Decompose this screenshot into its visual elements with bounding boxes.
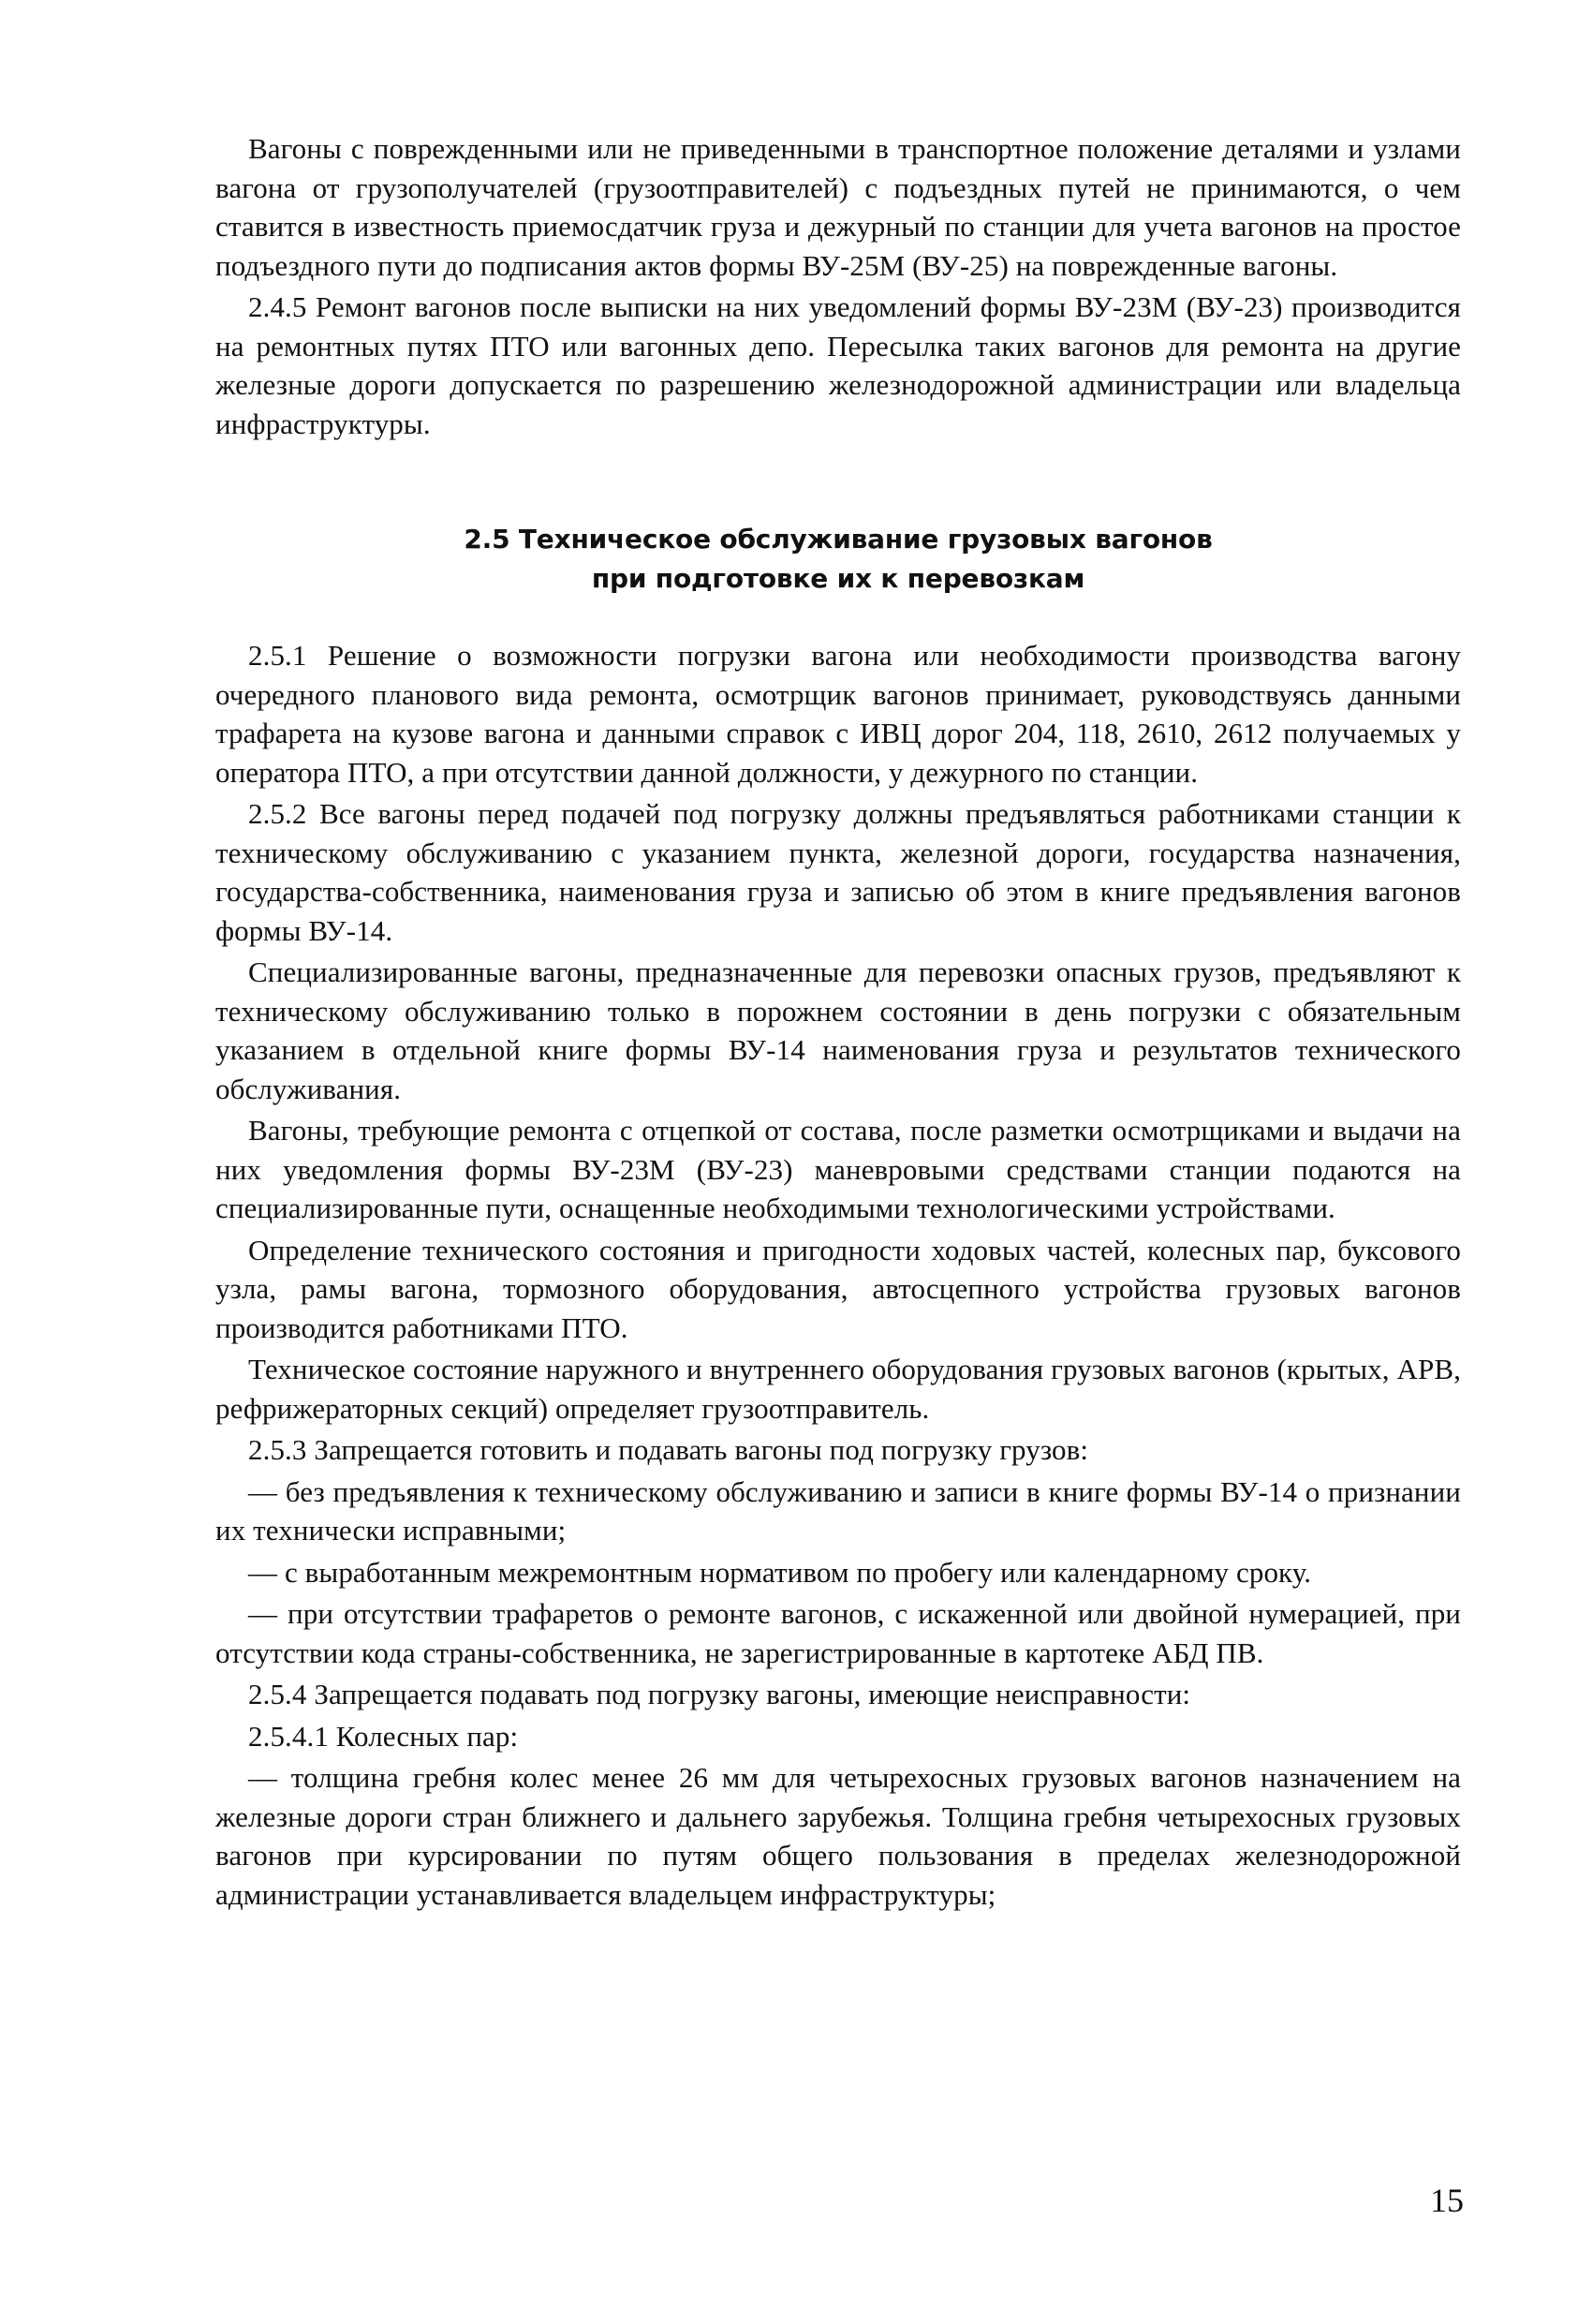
- paragraph-2-4-5: 2.4.5 Ремонт вагонов после выписки на них уведомлений формы ВУ-23М (ВУ-23) производится на ремонтных путях ПТО или вагонных депо. Пересылка таких вагонов для ремонта на другие железные дороги допускается по разрешению железнодорожной администрации или владельца инфраструктуры.: [215, 290, 1461, 440]
- list-item-flange-thickness: — толщина гребня колес менее 26 мм для четырехосных грузовых вагонов назначением на железные дороги стран ближнего и дальнего зарубежья. Толщина гребня четырехосных грузовых вагонов при курсировании по путям общего пользования в пределах железнодорожной администрации устанавливается владельцем инфраструктуры;: [215, 1761, 1461, 1911]
- list-item-no-stencils: — при отсутствии трафаретов о ремонте вагонов, с искаженной или двойной нумерацией, при отсутствии кода страны-собственника, не зарегистрированные в картотеке АБД ПВ.: [215, 1597, 1461, 1669]
- paragraph-specialized-wagons: Специализированные вагоны, предназначенные для перевозки опасных грузов, предъявляют к техническому обслуживанию только в порожнем состоянии в день погрузки с обязательным указанием в отдельной книге формы ВУ-14 наименования груза и результатов технического обслуживания.: [215, 955, 1461, 1105]
- paragraph-2-5-2: 2.5.2 Все вагоны перед подачей под погрузку должны предъявляться работниками станции к техническому обслуживанию с указанием пункта, железной дороги, государства назначения, государства-собственника, наименования груза и записью об этом в книге предъявления вагонов формы ВУ-14.: [215, 797, 1461, 947]
- paragraph-2-5-4-1: 2.5.4.1 Колесных пар:: [248, 1719, 519, 1753]
- paragraph-damaged-wagons: Вагоны с поврежденными или не приведенными в транспортное положение деталями и узлами вагона от грузополучателей (грузоотправителей) с подъездных путей не принимаются, о чем ставится в известность приемосдатчик груза и дежурный по станции для учета вагонов на простое подъездного пути до подписания актов формы ВУ-25М (ВУ-25) на поврежденные вагоны.: [215, 132, 1461, 282]
- paragraph-repair-wagons: Вагоны, требующие ремонта с отцепкой от состава, после разметки осмотрщиками и выдачи на них уведомления формы ВУ-23М (ВУ-23) маневровыми средствами станции подаются на специализированные пути, оснащенные необходимыми технологическими устройствами.: [215, 1114, 1461, 1224]
- document-page: [215, 129, 1461, 1917]
- section-heading-line-2: при подготовке их к перевозкам: [591, 563, 1085, 594]
- list-item-no-inspection: — без предъявления к техническому обслуживанию и записи в книге формы ВУ-14 о признании их технически исправными;: [215, 1474, 1461, 1547]
- paragraph-equipment-condition: Техническое состояние наружного и внутреннего оборудования грузовых вагонов (крытых, АРВ, рефрижераторных секций) определяет грузоотправитель.: [215, 1353, 1461, 1425]
- page-number: 15: [1430, 2182, 1464, 2219]
- paragraph-2-5-4: 2.5.4 Запрещается подавать под погрузку вагоны, имеющие неисправности:: [248, 1678, 1191, 1710]
- section-heading-line-1: 2.5 Техническое обслуживание грузовых вагонов: [464, 524, 1213, 555]
- paragraph-technical-condition: Определение технического состояния и пригодности ходовых частей, колесных пар, буксового узла, рамы вагона, тормозного оборудования, автосцепного устройства грузовых вагонов производится работниками ПТО.: [215, 1233, 1461, 1344]
- paragraph-2-5-3: 2.5.3 Запрещается готовить и подавать вагоны под погрузку грузов:: [248, 1433, 1089, 1466]
- section-heading-2-5: [215, 520, 1461, 599]
- paragraph-2-5-1: 2.5.1 Решение о возможности погрузки вагона или необходимости производства вагону очередного планового вида ремонта, осмотрщик вагонов принимает, руководствуясь данными трафарета на кузове вагона и данными справок с ИВЦ дорог 204, 118, 2610, 2612 получаемых у оператора ПТО, а при отсутствии данной должности, у дежурного по станции.: [215, 639, 1461, 789]
- list-item-expired-norm: — с выработанным межремонтным нормативом по пробегу или календарному сроку.: [248, 1555, 1312, 1589]
